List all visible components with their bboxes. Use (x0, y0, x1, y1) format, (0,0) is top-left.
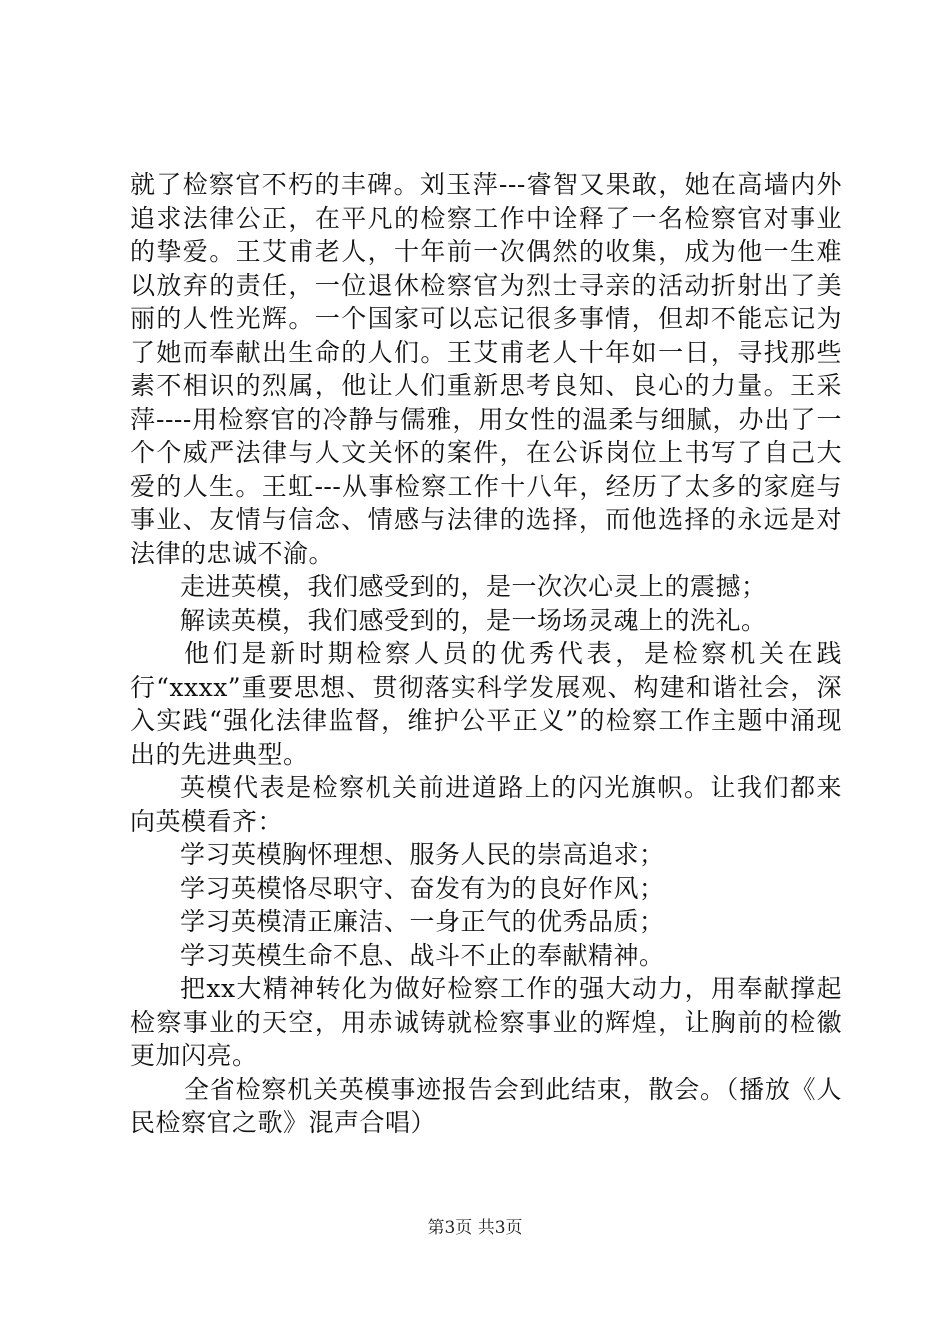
paragraph-closing: 全省检察机关英模事迹报告会到此结束，散会。（播放《人民检察官之歌》混声合唱） (130, 1074, 842, 1137)
paragraph-transform-spirit: 把xx大精神转化为做好检察工作的强大动力，用奉献撑起检察事业的天空，用赤诚铸就检察事业的辉煌，让胸前的检徽更加闪亮。 (130, 974, 842, 1070)
paragraph-learn-ideals: 学习英模胸怀理想、服务人民的崇高追求； (180, 840, 665, 869)
paragraph-representatives: 他们是新时期检察人员的优秀代表，是检察机关在践行“xxxx”重要思想、贯彻落实科学发展观、构建和谐社会，深入实践“强化法律监督，维护公平正义”的检察工作主题中涌现出的先进典型。 (130, 639, 842, 769)
document-body (130, 168, 842, 1140)
paragraph-learn-duty: 学习英模恪尽职守、奋发有为的良好作风； (180, 873, 665, 903)
page-number-footer: 第3页 共3页 (427, 1218, 523, 1238)
paragraph-heroes-intro: 就了检察官不朽的丰碑。刘玉萍---睿智又果敢，她在高墙内外追求法律公正，在平凡的检察工作中诠释了一名检察官对事业的挚爱。王艾甫老人，十年前一次偶然的收集，成为他一生难以放弃的责任，一位退休检察官为烈士寻亲的活动折射出了美丽的人性光辉。一个国家可以忘记很多事情，但却不能忘记为了她而奉献出生命的人们。王艾甫老人十年如一日，寻找那些素不相识的烈属，他让人们重新思考良知、良心的力量。王采萍----用检察官的冷静与儒雅，用女性的温柔与细腻，办出了一个个威严法律与人文关怀的案件，在公诉岗位上书写了自己大爱的人生。王虹---从事检察工作十八年，经历了太多的家庭与事业、友情与信念、情感与法律的选择，而他选择的永远是对法律的忠诚不渝。 (130, 170, 842, 568)
paragraph-banner: 英模代表是检察机关前进道路上的闪光旗帜。让我们都来向英模看齐： (130, 773, 842, 836)
paragraph-interpret-heroes: 解读英模，我们感受到的，是一场场灵魂上的洗礼。 (180, 605, 767, 635)
paragraph-learn-dedication: 学习英模生命不息、战斗不止的奉献精神。 (180, 940, 665, 970)
paragraph-learn-integrity: 学习英模清正廉洁、一身正气的优秀品质； (180, 907, 665, 936)
paragraph-approach-heroes: 走进英模，我们感受到的，是一次次心灵上的震撼； (180, 572, 767, 601)
